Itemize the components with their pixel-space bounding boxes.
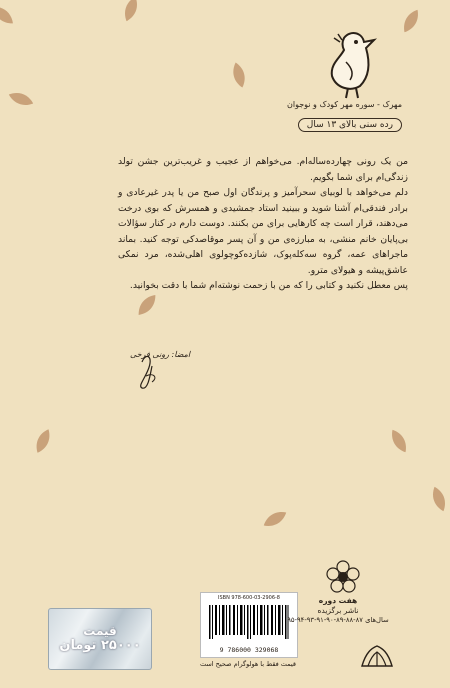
series-title: مهرک - سوره مهر کودک و نوجوان	[286, 100, 402, 109]
leaf-icon	[386, 426, 411, 456]
price-label: قیمت ۲۵۰۰۰ تومان	[59, 624, 141, 653]
barcode-bars-icon	[209, 605, 289, 639]
bird-icon	[324, 28, 380, 100]
leaf-icon	[398, 6, 423, 36]
blurb-paragraph: دلم می‌خواهد با لوبیای سحرآمیز و پرندگان اول صبح من یا پدر غیرعادی و برادر فندقی‌ام آشنا شوید و ببینید استاد جمشیدی و همسرش که بوی درخت می‌دهند، قرار است چه کارهایی برای من بکنند. دوست دارم در کنار سؤالات بی‌پایان خانم منشی، به مبارزه‌ی من و آن پسر موقاصدکی توجه کنید. بماند ماجراهای عمه، گروه سه‌کله‌پوک، شازده‌کوچولوی اهلی‌شده، مرد نمکی عاشق‌پیشه و هیولای مترو.	[118, 187, 408, 276]
author-signature	[124, 342, 204, 390]
leaf-icon	[260, 506, 290, 531]
flower-icon	[326, 560, 360, 594]
signature-text: امضا: رونی فرخی	[130, 350, 191, 359]
blurb-paragraph: پس معطل نکنید و کتابی را که من با زحمت نوشته‌ام شما با دقت بخوانید.	[129, 280, 408, 291]
leaf-icon	[31, 426, 55, 455]
back-cover-blurb	[118, 154, 408, 294]
award-title: هفت دوره	[318, 596, 358, 605]
leaf-icon	[0, 1, 17, 28]
award-subtitle: ناشر برگزیده	[317, 606, 359, 615]
leaf-icon	[428, 484, 450, 513]
leaf-icon	[6, 88, 35, 110]
hologram-note: قیمت فقط با هولوگرام صحیح است	[199, 660, 297, 668]
leaf-icon	[229, 61, 249, 90]
blurb-paragraph: من یک رونی چهارده‌ساله‌ام. می‌خواهم از عجیب و غریب‌ترین جشن تولد زندگی‌ام برای شما بگویم.	[118, 156, 408, 183]
age-rating-badge: رده سنی بالای ۱۳ سال	[298, 118, 402, 132]
price-hologram-sticker	[48, 608, 152, 670]
barcode-number: 9 786000 329068	[219, 646, 279, 654]
leaf-icon	[133, 291, 160, 320]
price-value: ۲۵۰۰۰ تومان	[59, 638, 141, 653]
award-years: سال‌های ۸۷-۸۸-۸۹-۹۰-۹۱-۹۳-۹۴-۹۵	[287, 616, 389, 624]
leaf-icon	[120, 0, 142, 24]
isbn-label: ISBN 978-600-03-2906-8	[218, 595, 280, 601]
publisher-emblem-icon	[360, 644, 394, 668]
